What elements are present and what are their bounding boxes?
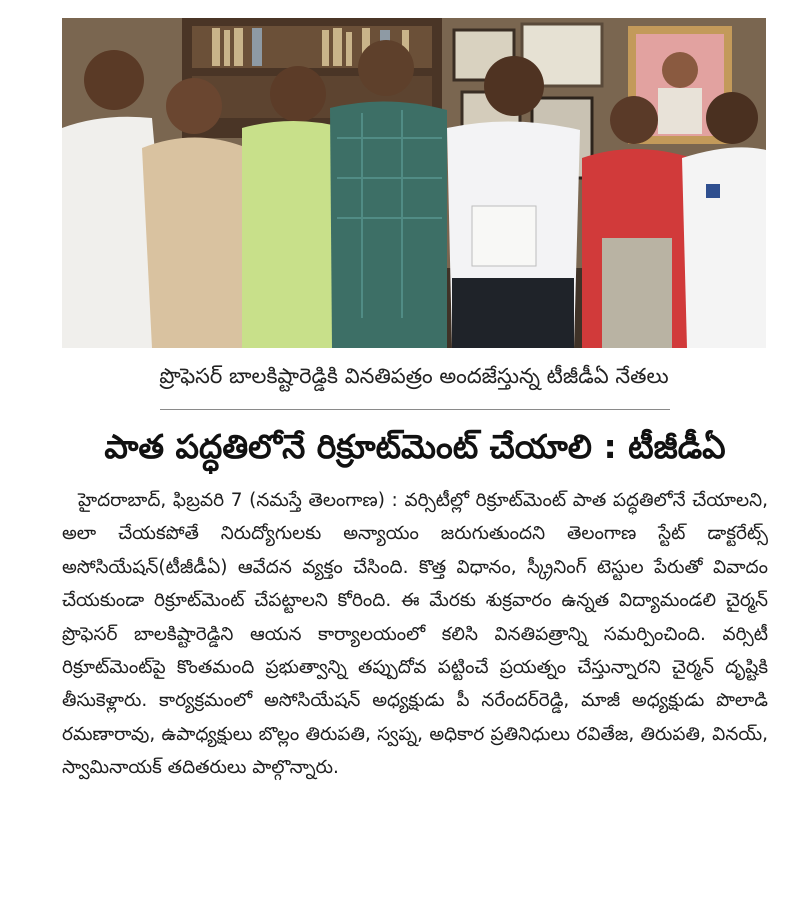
article-dateline: హైదరాబాద్, ఫిబ్రవరి 7 (నమస్తే తెలంగాణ) : bbox=[78, 490, 398, 511]
divider-rule bbox=[160, 409, 670, 410]
news-photo bbox=[62, 18, 766, 348]
article-headline: పాత పద్ధతిలోనే రిక్రూట్‌మెంట్ చేయాలి : టీజీడీఏ bbox=[104, 427, 726, 466]
group-photo-illustration bbox=[62, 18, 766, 348]
article-body-text: వర్సిటీల్లో రిక్రూట్‌మెంట్ పాత పద్ధతిలోనే చేయాలని, అలా చేయకపోతే నిరుద్యోగులకు అన్యాయం జరుగుతుందని తెలంగాణ స్టేట్ డాక్టరేట్స్ అసోసియేషన్(టీజీడీఏ) ఆవేదన వ్యక్తం చేసింది. కొత్త విధానం, స్క్రీనింగ్ టెస్టుల పేరుతో వివాదం చేయకుండా రిక్రూట్‌మెంట్ చేపట్టాలని కోరింది. ఈ మేరకు శుక్రవారం ఉన్నత విద్యామండలి చైర్మన్ ప్రొఫెసర్ బాలకిష్టారెడ్డిని ఆయన కార్యాలయంలో కలిసి వినతిపత్రాన్ని సమర్పించింది. వర్సిటీ రిక్రూట్‌మెంట్‌పై కొంతమంది ప్రభుత్వాన్ని తప్పుదోవ పట్టించే ప్రయత్నం చేస్తున్నారని చైర్మన్ దృష్టికి తీసుకెళ్లారు. కార్యక్రమంలో అసోసియేషన్ అధ్యక్షుడు పీ నరేందర్‌రెడ్డి, మాజీ అధ్యక్షుడు పొలాడి రమణారావు, ఉపాధ్యక్షులు బొల్లం తిరుపతి, స్వప్న, అధికార ప్రతినిధులు రవితేజ, తిరుపతి, వినయ్, స్వామినాయక్ తదితరులు పాల్గొన్నారు. bbox=[62, 490, 768, 779]
article-body bbox=[62, 484, 768, 904]
photo-caption: ప్రొఫెసర్ బాలకిష్టారెడ్డికి వినతిపత్రం అందజేస్తున్న టీజీడీఏ నేతలు bbox=[159, 364, 669, 388]
